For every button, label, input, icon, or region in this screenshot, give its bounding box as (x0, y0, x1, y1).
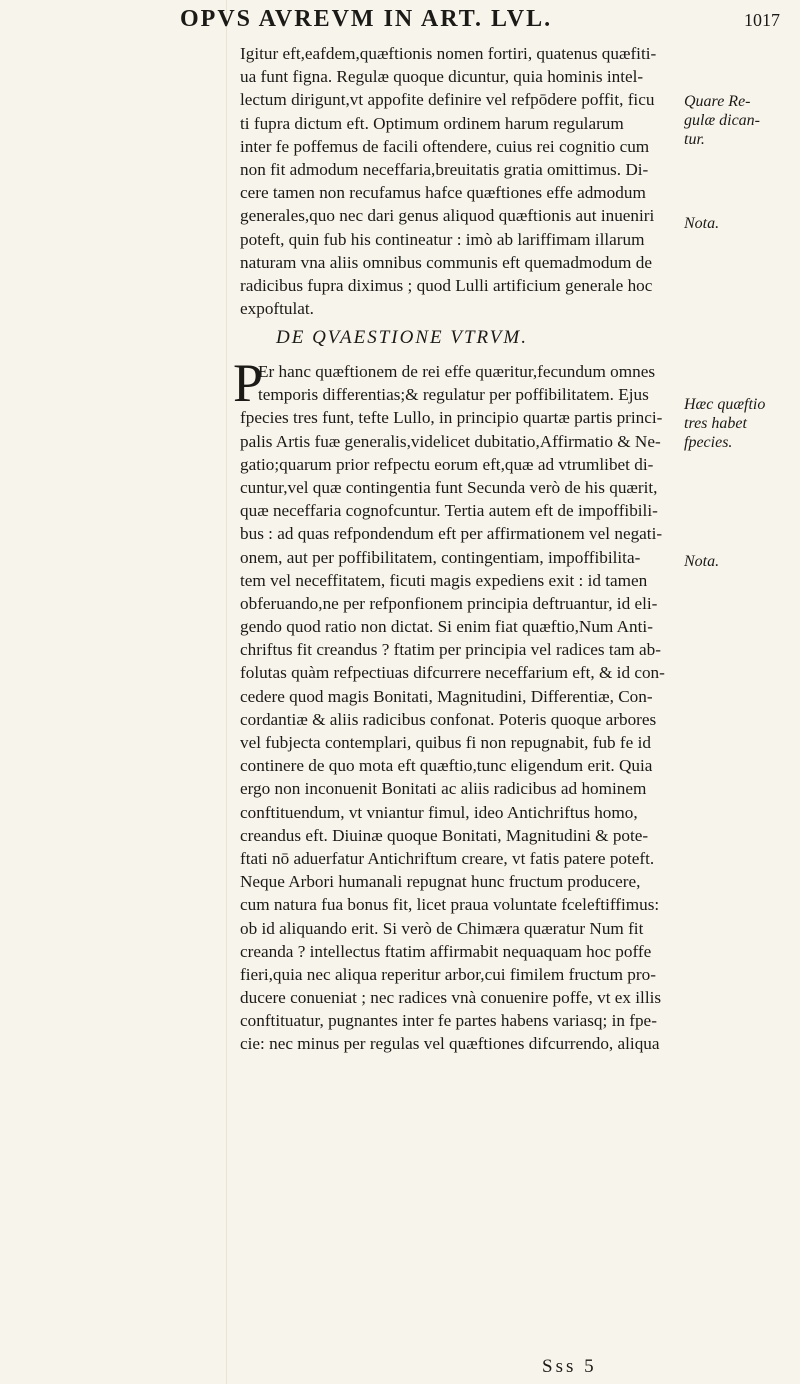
text-line: non fit admodum neceffaria,breuitatis gratia omittimus. Di- (240, 159, 649, 179)
text-line: ti fupra dictum eft. Optimum ordinem harum regularum (240, 113, 624, 133)
margin-note-nota-1 (684, 214, 796, 233)
running-header (180, 6, 780, 40)
text-line: ua funt figna. Regulæ quoque dicuntur, quia hominis intel- (240, 67, 644, 87)
paragraph-2 (240, 360, 672, 1056)
text-line: vel fubjecta contemplari, quibus fi non repugnabit, fub fe id (240, 733, 651, 752)
text-line: palis Artis fuæ generalis,videlicet dubitatio,Affirmatio & Ne- (240, 431, 661, 451)
page-number: 1017 (744, 10, 780, 30)
text-line: temporis differentias;& regulatur per poffibilitatem. Ejus (258, 385, 649, 405)
note-line: fpecies. (684, 434, 733, 451)
text-line: cedere quod magis Bonitati, Magnitudini, Differentiæ, Con- (240, 686, 653, 706)
text-line: Neque Arbori humanali repugnat hunc fructum producere, (240, 872, 641, 892)
text-line: folutas quàm refpectiuas difcurrere neceffarium eft, & id con- (240, 663, 665, 683)
note-line: tres habet (684, 415, 747, 432)
text-line: generales,quo nec dari genus aliquod quæftionis aut inueniri (240, 206, 655, 226)
text-line: quæ neceffaria cognofcuntur. Tertia autem eft de impoffibili- (240, 501, 658, 521)
text-line: ftati nō aduerfatur Antichriftum creare, vt fatis patere poteft. (240, 848, 655, 868)
note-line: Nota. (684, 215, 720, 232)
text-line: cie: nec minus per regulas vel quæftiones difcurrendo, aliqua (240, 1034, 660, 1054)
text-line: expoftulat. (240, 299, 314, 319)
signature-mark: Sss 5 (542, 1356, 597, 1377)
note-line: gulæ dican- (684, 112, 760, 129)
text-line: tem vel neceffitatem, ficuti magis expediens exit : id tamen (240, 570, 648, 590)
text-line: lectum dirigunt,vt appofite definire vel refpōdere poffit, ficu (240, 90, 655, 110)
text-line: obferuando,ne per refponfionem principia deftruantur, id eli- (240, 593, 658, 613)
note-line: Nota. (684, 553, 720, 570)
text-line: gatio;quarum prior refpectu eorum eft,quæ ad vtrumlibet di- (240, 454, 654, 474)
note-line: Quare Re- (684, 93, 751, 110)
page-gutter-shadow (226, 0, 227, 1384)
text-line: bus : ad quas refpondendum eft per affirmationem vel negati- (240, 524, 663, 544)
text-line: cere tamen non recufamus hafce quæftiones effe admodum (240, 183, 646, 203)
text-line: creanda ? intellectus ftatim affirmabit nequaquam hoc poffe (240, 941, 652, 961)
text-line: radicibus fupra diximus ; quod Lulli artificium generale hoc (240, 275, 653, 295)
text-line: ducere conueniat ; nec radices vnà conuenire poffe, vt ex illis (240, 988, 662, 1008)
margin-note-haec-quaestio (684, 395, 796, 452)
text-line: conftituendum, vt vniantur fimul, ideo Antichriftus homo, (240, 802, 638, 822)
drop-cap: P (233, 353, 264, 413)
margin-note-quare-regulae (684, 92, 796, 149)
note-line: tur. (684, 131, 705, 148)
text-line: poteft, quin fub his contineatur : imò ab lariffimam illarum (240, 229, 645, 249)
paragraph-1 (240, 42, 672, 320)
text-line: fpecies tres funt, tefte Lullo, in principio quartæ partis princi- (240, 408, 663, 428)
text-line: continere de quo mota eft quæftio,tunc eligendum erit. Quia (240, 756, 653, 776)
text-line: inter fe poffemus de facili oftendere, cuius rei cognitio cum (240, 136, 650, 156)
text-line: naturam vna aliis omnibus communis eft quemadmodum de (240, 252, 652, 272)
note-line: Hæc quæftio (684, 396, 766, 413)
section-heading: DE QVAESTIONE VTRVM. (276, 327, 528, 348)
text-line: creandus eft. Diuinæ quoque Bonitati, Magnitudini & pote- (240, 825, 649, 845)
text-line: Er hanc quæftionem de rei effe quæritur,fecundum omnes (258, 362, 656, 381)
text-line: conftituatur, pugnantes inter fe partes habens variasq; in fpe- (240, 1011, 657, 1031)
text-line: Igitur eft,eafdem,quæftionis nomen fortiri, quatenus quæfiti- (240, 44, 657, 63)
margin-note-nota-2 (684, 552, 796, 571)
text-line: cum natura fua bonus fit, licet praua voluntate fceleftiffimus: (240, 895, 660, 915)
text-line: gendo quod ratio non dictat. Si enim fiat quæftio,Num Anti- (240, 617, 653, 637)
text-line: cuntur,vel quæ contingentia funt Secunda verò de his quærit, (240, 477, 658, 497)
text-line: ergo non inconuenit Bonitati ac aliis radicibus ad hominem (240, 779, 647, 799)
text-line: cordantiæ & aliis radicibus confonat. Poteris quoque arbores (240, 709, 657, 729)
text-line: ob id aliquando erit. Si verò de Chimæra quæratur Num fit (240, 918, 644, 938)
text-line: chriftus fit creandus ? ftatim per principia vel radices tam ab- (240, 640, 661, 660)
text-line: onem, aut per poffibilitatem, contingentiam, impoffibilita- (240, 547, 641, 567)
text-line: fieri,quia nec aliqua reperitur arbor,cui fimilem fructum pro- (240, 964, 656, 984)
running-title: OPVS AVREVM IN ART. LVL. (180, 6, 553, 32)
